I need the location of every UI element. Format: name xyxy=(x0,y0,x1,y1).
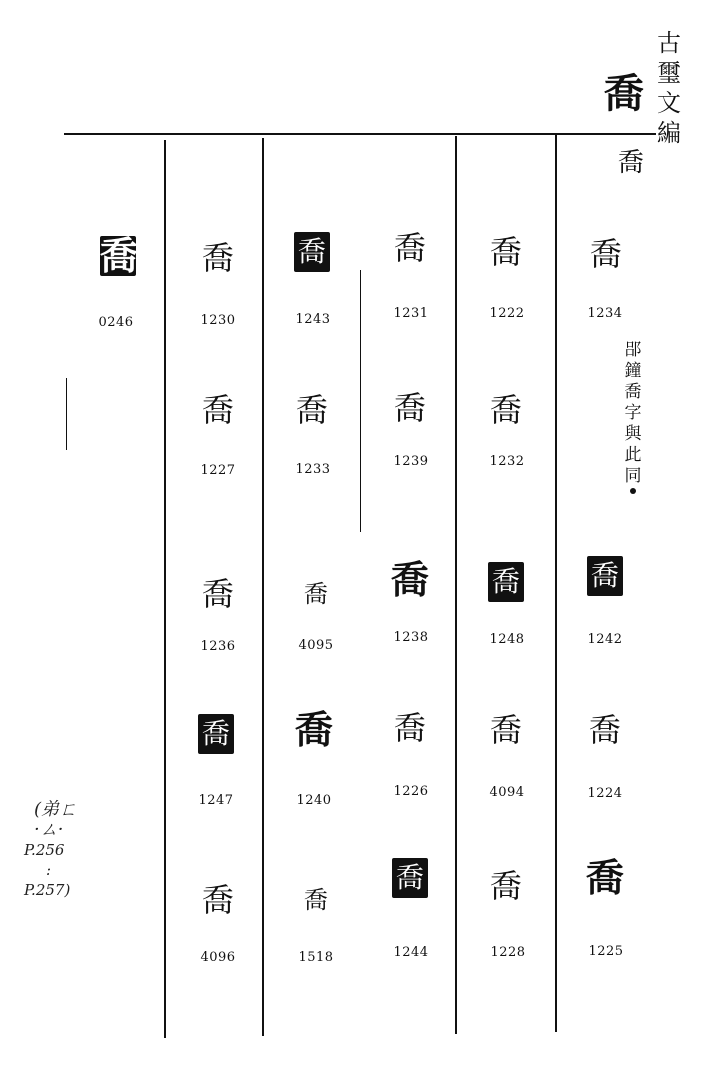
seal-number: 4094 xyxy=(489,785,525,800)
handwritten-annotation xyxy=(18,800,78,900)
seal-number: 4095 xyxy=(298,638,334,653)
seal-glyph: 喬 xyxy=(489,711,522,749)
column-divider xyxy=(555,134,557,1032)
header-rule xyxy=(64,133,656,135)
seal-glyph: 喬 xyxy=(390,557,429,602)
seal-number: 1225 xyxy=(588,944,624,959)
note-char: 郘 xyxy=(624,340,642,360)
seal-number: 1228 xyxy=(490,945,526,960)
seal-number: 4096 xyxy=(200,950,236,965)
column-divider xyxy=(455,136,457,1034)
seal-number: 1243 xyxy=(295,312,331,327)
seal-number: 1518 xyxy=(298,950,334,965)
seal-glyph: 喬 xyxy=(304,886,328,914)
note-char: 喬 xyxy=(624,382,642,402)
seal-glyph: 喬 xyxy=(201,881,234,919)
head-regular-character: 喬 xyxy=(618,148,645,178)
note-char: 同 xyxy=(624,466,642,486)
seal-number: 1248 xyxy=(489,632,525,647)
seal-glyph: 喬 xyxy=(489,391,522,429)
seal-number: 1244 xyxy=(393,945,429,960)
seal-glyph: 喬 xyxy=(488,562,524,602)
seal-number: 1240 xyxy=(296,793,332,808)
seal-number: 0246 xyxy=(98,315,134,330)
seal-number: 1238 xyxy=(393,630,429,645)
seal-number: 1232 xyxy=(489,454,525,469)
seal-number: 1236 xyxy=(200,639,236,654)
margin-mark xyxy=(66,378,67,450)
seal-glyph: 喬 xyxy=(392,858,428,898)
seal-number: 1231 xyxy=(393,306,429,321)
column-divider xyxy=(164,140,166,1038)
seal-glyph: 喬 xyxy=(201,575,234,613)
seal-number: 1222 xyxy=(489,306,525,321)
seal-glyph: 喬 xyxy=(393,709,426,747)
seal-glyph: 喬 xyxy=(294,232,330,272)
seal-number: 1234 xyxy=(587,306,623,321)
seal-glyph: 喬 xyxy=(198,714,234,754)
book-title-char: 璽 xyxy=(657,59,681,87)
head-seal-character: 喬 xyxy=(604,70,642,117)
seal-number: 1227 xyxy=(200,463,236,478)
book-title-char: 文 xyxy=(657,89,681,117)
seal-glyph: 喬 xyxy=(588,711,621,749)
seal-number: 1242 xyxy=(587,632,623,647)
book-title xyxy=(654,28,684,148)
seal-glyph: 喬 xyxy=(295,391,328,429)
seal-glyph: 喬 xyxy=(294,707,333,752)
seal-number: 1224 xyxy=(587,786,623,801)
seal-glyph: 喬 xyxy=(589,235,622,273)
seal-glyph: 喬 xyxy=(489,867,522,905)
handwritten-line: : xyxy=(46,861,52,879)
seal-glyph: 喬 xyxy=(585,855,624,900)
book-title-char: 編 xyxy=(657,119,681,147)
handwritten-line: P.257) xyxy=(24,881,71,899)
note-char: 此 xyxy=(624,445,642,465)
book-title-char: 古 xyxy=(657,29,681,57)
seal-glyph: 喬 xyxy=(100,233,139,278)
seal-glyph: 喬 xyxy=(587,556,623,596)
seal-number: 1239 xyxy=(393,454,429,469)
column-divider xyxy=(262,138,264,1036)
column-divider xyxy=(360,270,361,532)
seal-glyph: 喬 xyxy=(201,391,234,429)
note-char: 字 xyxy=(624,403,642,423)
note-char: 鐘 xyxy=(624,361,642,381)
seal-glyph: 喬 xyxy=(201,239,234,277)
seal-glyph: 喬 xyxy=(393,389,426,427)
annotation-note xyxy=(622,340,644,487)
seal-glyph: 喬 xyxy=(489,233,522,271)
seal-number: 1247 xyxy=(198,793,234,808)
seal-glyph: 喬 xyxy=(393,229,426,267)
note-char: 與 xyxy=(624,424,642,444)
seal-glyph: 喬 xyxy=(304,580,328,608)
handwritten-line: P.256 xyxy=(24,841,65,859)
note-end-dot xyxy=(630,488,636,494)
seal-number: 1230 xyxy=(200,313,236,328)
handwritten-line: (弟ㄈ·ㄙ· xyxy=(34,799,78,840)
seal-number: 1233 xyxy=(295,462,331,477)
seal-number: 1226 xyxy=(393,784,429,799)
